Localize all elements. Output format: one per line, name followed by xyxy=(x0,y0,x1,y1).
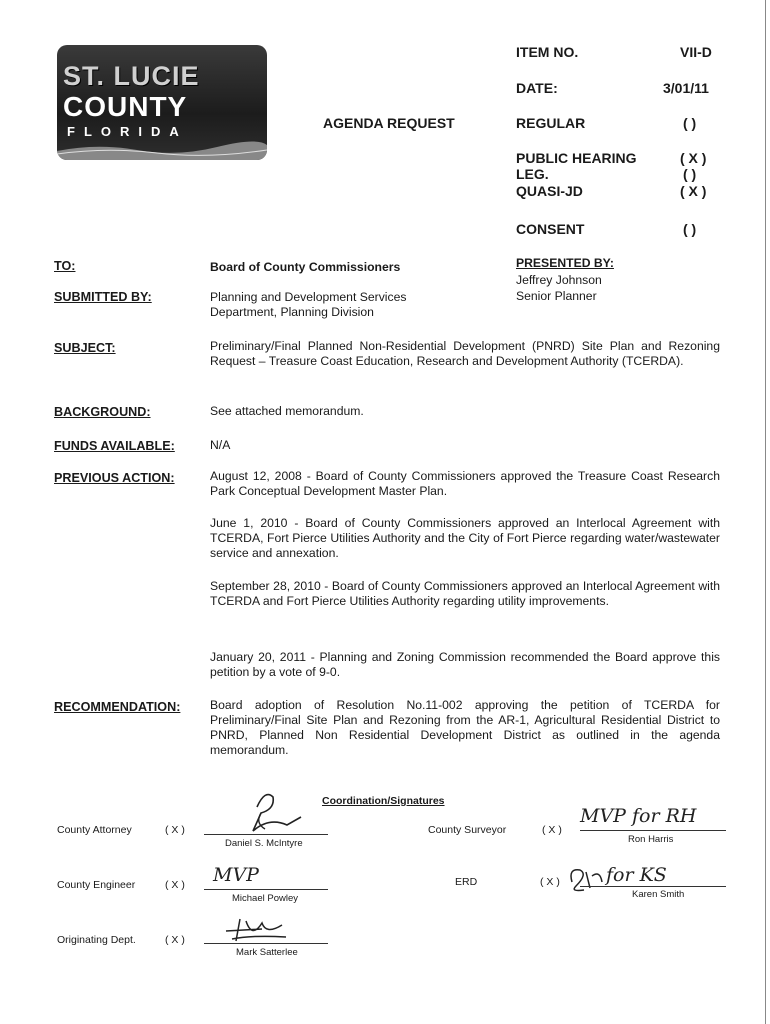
recommendation-text: Board adoption of Resolution No.11-002 approving the petition of TCERDA for Preliminary/Final Site Plan and Rezoning from the AR-1, Agricultural Residential District to PNRD, Planned Non Residential Development District as outlined in the agenda memorandum. xyxy=(210,698,720,757)
county-engineer-sign-line xyxy=(204,889,328,890)
leg-mark: ( ) xyxy=(683,166,697,182)
county-surveyor-sign-line xyxy=(580,830,726,831)
consent-mark: ( ) xyxy=(683,221,697,237)
public-hearing-mark: ( X ) xyxy=(680,150,707,166)
quasi-jd-label: QUASI-JD xyxy=(516,183,583,199)
regular-label: REGULAR xyxy=(516,115,586,131)
consent-label: CONSENT xyxy=(516,221,585,237)
item-no-label: ITEM NO. xyxy=(516,44,579,60)
originating-dept-sign-line xyxy=(204,943,328,944)
submitted-by-line2: Department, Planning Division xyxy=(210,305,374,319)
recommendation-label: RECOMMENDATION: xyxy=(54,700,181,714)
previous-action-item: August 12, 2008 - Board of County Commissioners approved the Treasure Coast Research Park Conceptual Development Master Plan. xyxy=(210,469,720,498)
previous-action-item: September 28, 2010 - Board of County Commissioners approved an Interlocal Agreement with TCERDA and Fort Pierce Utilities Authority regarding utility improvements. xyxy=(210,579,720,608)
page-title: AGENDA REQUEST xyxy=(323,115,455,131)
subject-label: SUBJECT: xyxy=(54,341,116,355)
erd-mark: ( X ) xyxy=(540,876,560,888)
originating-dept-role: Originating Dept. xyxy=(57,934,136,946)
quasi-jd-mark: ( X ) xyxy=(680,183,707,199)
background-text: See attached memorandum. xyxy=(210,404,364,418)
coordination-heading: Coordination/Signatures xyxy=(322,795,445,807)
erd-name: Karen Smith xyxy=(632,889,685,900)
county-attorney-role: County Attorney xyxy=(57,824,132,836)
public-hearing-label: PUBLIC HEARING xyxy=(516,150,637,166)
logo-line3: FLORIDA xyxy=(67,124,188,139)
originating-dept-signature xyxy=(222,913,292,945)
county-engineer-signature: MVP xyxy=(213,864,259,886)
county-engineer-name: Michael Powley xyxy=(232,893,298,904)
county-surveyor-mark: ( X ) xyxy=(542,824,562,836)
date-label: DATE: xyxy=(516,80,558,96)
presenter-name: Jeffrey Johnson xyxy=(516,273,602,287)
date-value: 3/01/11 xyxy=(663,80,709,96)
county-surveyor-signature: MVP for RH xyxy=(580,805,697,827)
erd-signature-initials xyxy=(566,862,606,894)
submitted-by-label: SUBMITTED BY: xyxy=(54,290,152,304)
submitted-by-line1: Planning and Development Services xyxy=(210,290,407,304)
presenter-title: Senior Planner xyxy=(516,289,597,303)
to-value: Board of County Commissioners xyxy=(210,260,401,274)
county-attorney-sign-line xyxy=(204,834,328,835)
previous-action-item: June 1, 2010 - Board of County Commissioners approved an Interlocal Agreement with TCERDA, Fort Pierce Utilities Authority and the City of Fort Pierce regarding water/wastewater service and annexation. xyxy=(210,516,720,560)
leg-label: LEG. xyxy=(516,166,549,182)
county-attorney-signature xyxy=(235,787,305,837)
county-engineer-role: County Engineer xyxy=(57,879,136,891)
originating-dept-name: Mark Satterlee xyxy=(236,947,298,958)
funds-available-label: FUNDS AVAILABLE: xyxy=(54,439,175,453)
presented-by-label: PRESENTED BY: xyxy=(516,256,614,270)
county-surveyor-role: County Surveyor xyxy=(428,824,507,836)
subject-text: Preliminary/Final Planned Non-Residential Development (PNRD) Site Plan and Rezoning Request – Treasure Coast Education, Research and Development Authority (TCERDA). xyxy=(210,339,720,368)
to-label: TO: xyxy=(54,259,76,273)
erd-role: ERD xyxy=(455,876,478,888)
previous-action-item: January 20, 2011 - Planning and Zoning Commission recommended the Board approve this petition by a vote of 9-0. xyxy=(210,650,720,679)
county-engineer-mark: ( X ) xyxy=(165,879,185,891)
logo-line2: COUNTY xyxy=(63,91,188,122)
county-logo xyxy=(57,45,267,160)
county-attorney-mark: ( X ) xyxy=(165,824,185,836)
erd-sign-line xyxy=(580,886,726,887)
page-edge-line xyxy=(765,0,766,1024)
background-label: BACKGROUND: xyxy=(54,405,151,419)
county-surveyor-name: Ron Harris xyxy=(628,834,674,845)
originating-dept-mark: ( X ) xyxy=(165,934,185,946)
county-attorney-name: Daniel S. McIntyre xyxy=(225,838,303,849)
logo-line1: ST. LUCIE xyxy=(63,61,200,91)
regular-mark: ( ) xyxy=(683,115,697,131)
item-no-value: VII-D xyxy=(680,44,712,60)
funds-available-text: N/A xyxy=(210,438,231,452)
erd-signature: for KS xyxy=(606,864,667,886)
previous-action-label: PREVIOUS ACTION: xyxy=(54,471,175,485)
logo-wave-graphic xyxy=(57,141,267,160)
